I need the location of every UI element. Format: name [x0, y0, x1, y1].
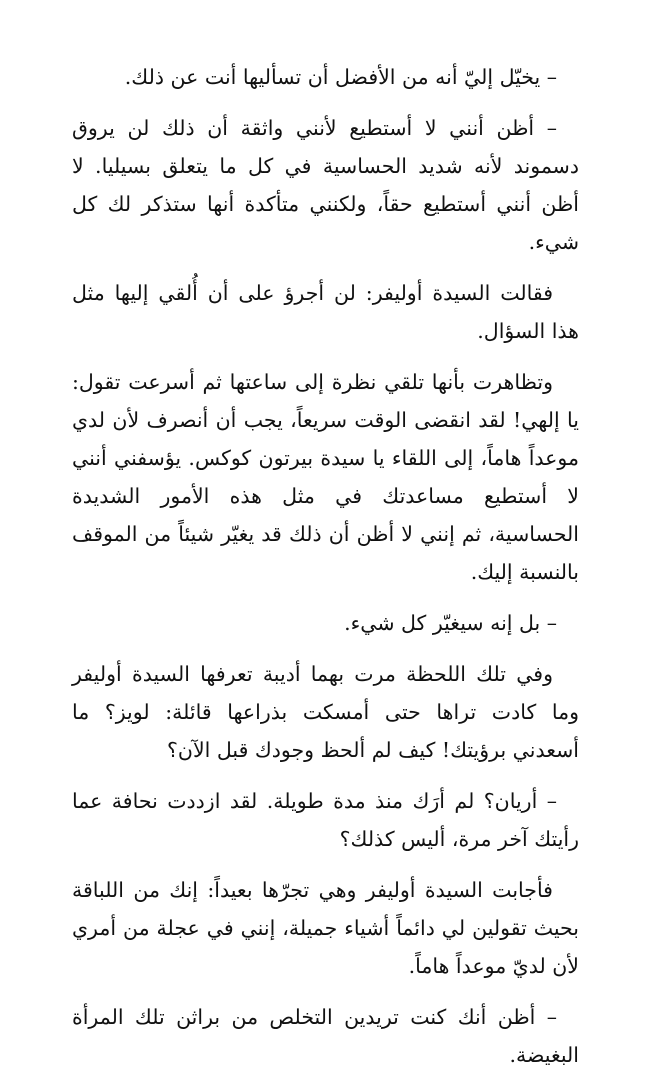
- paragraph-6: وفي تلك اللحظة مرت بهما أديبة تعرفها السيدة أوليفر وما كادت تراها حتى أمسكت بذراعها قائلة: لويز؟ ما أسعدني برؤيتك! كيف لم ألحظ وجودك قبل الآن؟: [72, 662, 579, 762]
- paragraph-1: – يخيّل إليّ أنه من الأفضل أن تسأليها أنت عن ذلك.: [124, 65, 557, 89]
- paragraph-2: – أظن أنني لا أستطيع لأنني واثقة أن ذلك لن يروق دسموند لأنه شديد الحساسية في كل ما يتعلق بسيليا. لا أظن أنني أستطيع حقاً، ولكنني متأكدة أنها ستذكر لك كل شيء.: [72, 116, 579, 254]
- book-page: [72, 58, 579, 1087]
- paragraph-4: وتظاهرت بأنها تلقي نظرة إلى ساعتها ثم أسرعت تقول: يا إلهي! لقد انقضى الوقت سريعاً، يجب أن أنصرف لأن لدي موعداً هاماً، إلى اللقاء يا سيدة بيرتون كوكس. يؤسفني أنني لا أستطيع مساعدتك في مثل هذه الأمور الشديدة الحساسية، ثم إنني لا أظن أن ذلك قد يغيّر شيئاً من الموقف بالنسبة إليك.: [72, 370, 579, 584]
- paragraph-7: – أريان؟ لم أرَك منذ مدة طويلة. لقد ازددت نحافة عما رأيتك آخر مرة، أليس كذلك؟: [72, 789, 579, 851]
- paragraph-5: – بل إنه سيغيّر كل شيء.: [344, 611, 557, 635]
- paragraph-9: – أظن أنك كنت تريدين التخلص من براثن تلك المرأة البغيضة.: [72, 1005, 579, 1067]
- paragraph-8: فأجابت السيدة أوليفر وهي تجرّها بعيداً: إنك من اللباقة بحيث تقولين لي دائماً أشياء جميلة، إنني في عجلة من أمري لأن لديّ موعداً هاماً.: [72, 878, 579, 978]
- paragraph-3: فقالت السيدة أوليفر: لن أجرؤ على أن أُلقي إليها مثل هذا السؤال.: [72, 281, 579, 343]
